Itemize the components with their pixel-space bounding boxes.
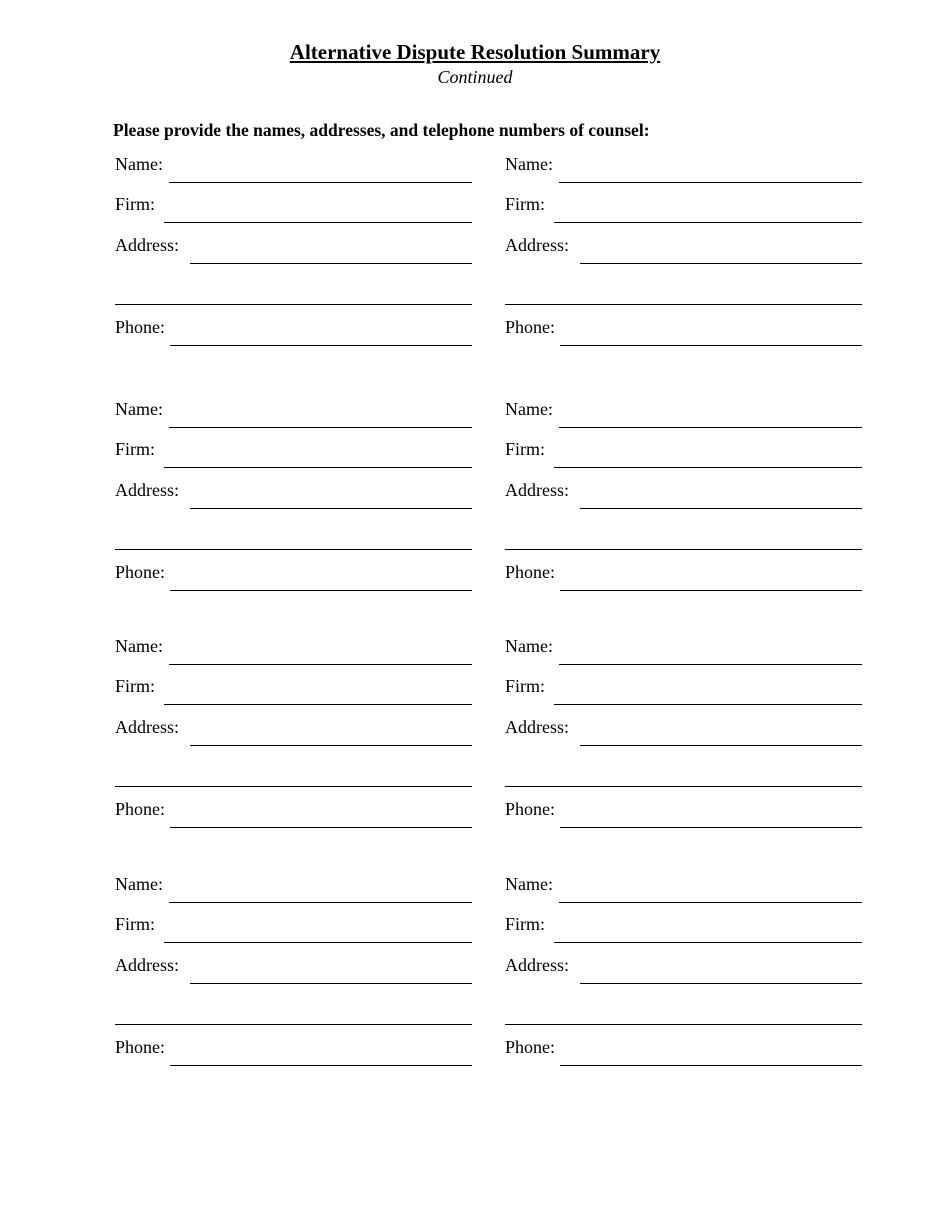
instruction-text: Please provide the names, addresses, and telephone numbers of counsel: — [113, 120, 650, 140]
address-field[interactable] — [580, 263, 862, 264]
address-line-2-field[interactable] — [505, 786, 862, 787]
address-line-2-row — [113, 757, 472, 787]
name-row — [113, 873, 472, 903]
firm-field[interactable] — [554, 942, 862, 943]
address-label: Address: — [115, 235, 179, 255]
firm-label: Firm: — [505, 914, 546, 934]
address-line-2-field[interactable] — [115, 786, 472, 787]
address-row — [113, 716, 472, 746]
name-row — [503, 873, 862, 903]
address-label: Address: — [505, 717, 569, 737]
phone-label: Phone: — [505, 317, 556, 337]
firm-label: Firm: — [505, 194, 546, 214]
page-subtitle: Continued — [437, 67, 513, 87]
phone-field[interactable] — [560, 345, 862, 346]
address-line-2-field[interactable] — [505, 304, 862, 305]
phone-label: Phone: — [115, 317, 166, 337]
address-line-2-row — [503, 995, 862, 1025]
phone-label: Phone: — [505, 799, 556, 819]
firm-label: Firm: — [115, 914, 156, 934]
phone-field[interactable] — [170, 345, 472, 346]
firm-label: Firm: — [115, 194, 156, 214]
phone-label: Phone: — [115, 799, 166, 819]
name-field[interactable] — [559, 664, 862, 665]
name-field[interactable] — [559, 182, 862, 183]
firm-row — [113, 438, 472, 468]
address-line-2-row — [113, 275, 472, 305]
address-label: Address: — [505, 480, 569, 500]
name-row — [503, 635, 862, 665]
counsel-block-1 — [113, 153, 472, 373]
name-field[interactable] — [169, 664, 472, 665]
name-row — [113, 153, 472, 183]
address-line-2-field[interactable] — [115, 549, 472, 550]
name-row — [503, 153, 862, 183]
address-row — [503, 954, 862, 984]
address-label: Address: — [115, 717, 179, 737]
firm-field[interactable] — [554, 222, 862, 223]
name-row — [113, 398, 472, 428]
counsel-block-5 — [113, 635, 472, 855]
firm-field[interactable] — [164, 942, 472, 943]
name-field[interactable] — [559, 902, 862, 903]
name-field[interactable] — [559, 427, 862, 428]
counsel-block-2 — [503, 153, 862, 373]
phone-field[interactable] — [170, 827, 472, 828]
address-label: Address: — [115, 955, 179, 975]
phone-label: Phone: — [115, 562, 166, 582]
phone-row — [113, 561, 472, 591]
address-row — [113, 954, 472, 984]
phone-row — [113, 316, 472, 346]
counsel-block-3 — [113, 398, 472, 618]
firm-row — [503, 438, 862, 468]
phone-field[interactable] — [560, 827, 862, 828]
address-line-2-row — [503, 757, 862, 787]
address-line-2-row — [113, 520, 472, 550]
address-row — [113, 234, 472, 264]
phone-field[interactable] — [560, 590, 862, 591]
firm-field[interactable] — [164, 467, 472, 468]
address-line-2-row — [113, 995, 472, 1025]
firm-field[interactable] — [164, 704, 472, 705]
address-row — [503, 234, 862, 264]
address-line-2-row — [503, 275, 862, 305]
address-line-2-field[interactable] — [505, 549, 862, 550]
name-field[interactable] — [169, 427, 472, 428]
name-label: Name: — [115, 399, 163, 419]
address-label: Address: — [505, 955, 569, 975]
phone-label: Phone: — [505, 562, 556, 582]
firm-label: Firm: — [115, 439, 156, 459]
firm-field[interactable] — [554, 467, 862, 468]
address-field[interactable] — [190, 983, 472, 984]
counsel-block-8 — [503, 873, 862, 1093]
firm-label: Firm: — [505, 439, 546, 459]
phone-row — [113, 1036, 472, 1066]
phone-field[interactable] — [170, 590, 472, 591]
address-field[interactable] — [580, 508, 862, 509]
address-field[interactable] — [580, 745, 862, 746]
name-row — [503, 398, 862, 428]
name-label: Name: — [505, 154, 553, 174]
firm-label: Firm: — [505, 676, 546, 696]
firm-row — [503, 913, 862, 943]
name-field[interactable] — [169, 182, 472, 183]
phone-label: Phone: — [505, 1037, 556, 1057]
address-field[interactable] — [580, 983, 862, 984]
page-title: Alternative Dispute Resolution Summary — [289, 40, 661, 64]
name-field[interactable] — [169, 902, 472, 903]
name-label: Name: — [115, 154, 163, 174]
firm-row — [503, 675, 862, 705]
firm-label: Firm: — [115, 676, 156, 696]
phone-row — [503, 1036, 862, 1066]
phone-row — [503, 316, 862, 346]
counsel-block-4 — [503, 398, 862, 618]
address-field[interactable] — [190, 263, 472, 264]
phone-field[interactable] — [170, 1065, 472, 1066]
name-label: Name: — [505, 399, 553, 419]
firm-field[interactable] — [164, 222, 472, 223]
name-label: Name: — [505, 874, 553, 894]
counsel-block-6 — [503, 635, 862, 855]
address-line-2-field[interactable] — [505, 1024, 862, 1025]
phone-field[interactable] — [560, 1065, 862, 1066]
address-label: Address: — [505, 235, 569, 255]
address-row — [503, 716, 862, 746]
address-row — [503, 479, 862, 509]
address-field[interactable] — [190, 508, 472, 509]
firm-row — [113, 675, 472, 705]
address-line-2-field[interactable] — [115, 1024, 472, 1025]
address-label: Address: — [115, 480, 179, 500]
phone-label: Phone: — [115, 1037, 166, 1057]
name-label: Name: — [115, 636, 163, 656]
firm-field[interactable] — [554, 704, 862, 705]
firm-row — [113, 193, 472, 223]
firm-row — [113, 913, 472, 943]
address-row — [113, 479, 472, 509]
phone-row — [113, 798, 472, 828]
firm-row — [503, 193, 862, 223]
address-line-2-field[interactable] — [115, 304, 472, 305]
phone-row — [503, 798, 862, 828]
name-label: Name: — [115, 874, 163, 894]
name-row — [113, 635, 472, 665]
address-line-2-row — [503, 520, 862, 550]
phone-row — [503, 561, 862, 591]
address-field[interactable] — [190, 745, 472, 746]
counsel-block-7 — [113, 873, 472, 1093]
name-label: Name: — [505, 636, 553, 656]
